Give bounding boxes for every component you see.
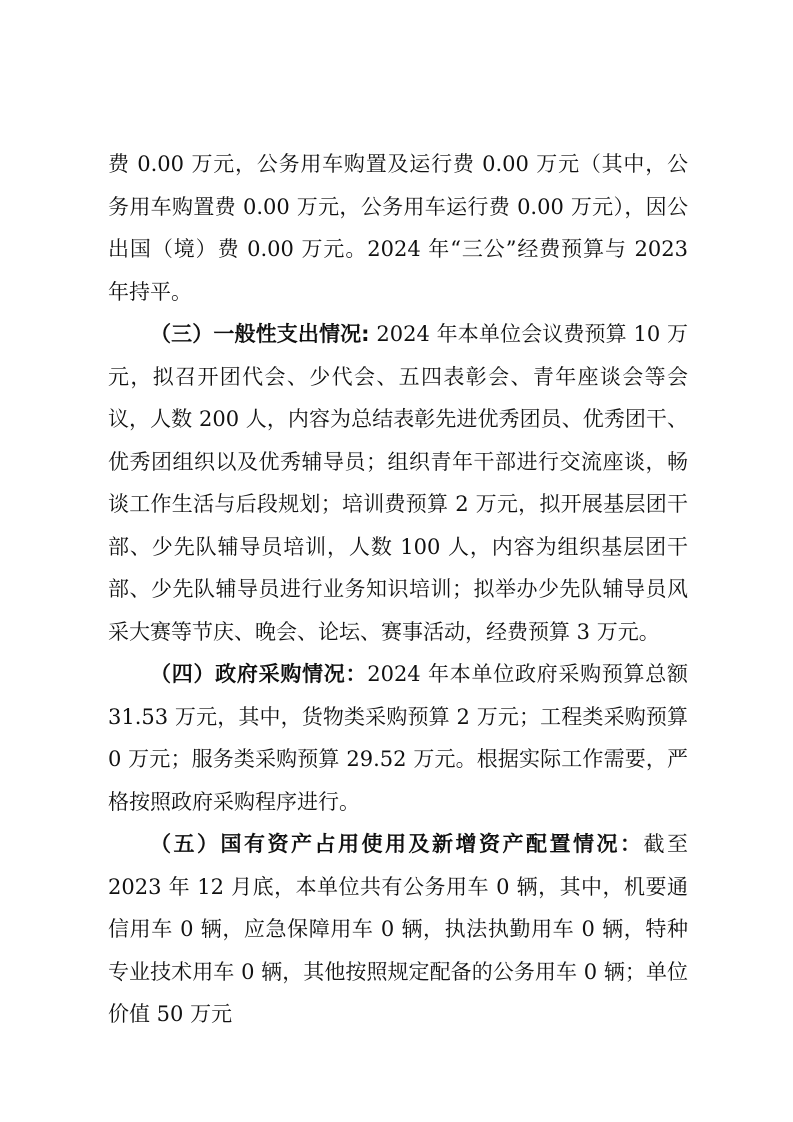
section-heading: （五）国有资产占用使用及新增资产配置情况： — [150, 832, 644, 856]
paragraph-general-expenditure — [108, 313, 688, 653]
paragraph-government-procurement — [108, 653, 688, 823]
document-body — [108, 143, 688, 1036]
paragraph-text: 费 0.00 万元，公务用车购置及运行费 0.00 万元（其中，公务用车购置费 0.00 万元，公务用车运行费 0.00 万元），因公出国（境）费 0.00 万元。2024 年“三公”经费预算与 2023 年持平。 — [108, 152, 688, 304]
section-heading: （三）一般性支出情况: — [150, 322, 370, 346]
paragraph-text: 截至 2023 年 12 月底，本单位共有公务用车 0 辆，其中，机要通信用车 0 辆，应急保障用车 0 辆，执法执勤用车 0 辆，特种专业技术用车 0 辆，其他按照规定配备的公务用车 0 辆；单位价值 50 万元 — [108, 832, 688, 1026]
paragraph-text: 2024 年本单位会议费预算 10 万元，拟召开团代会、少代会、五四表彰会、青年座谈会等会议，人数 200 人，内容为总结表彰先进优秀团员、优秀团干、优秀团组织以及优秀辅导员；组织青年干部进行交流座谈，畅谈工作生活与后段规划；培训费预算 2 万元，拟开展基层团干部、少先队辅导员培训，人数 100 人，内容为组织基层团干部、少先队辅导员进行业务知识培训；拟举办少先队辅导员风采大赛等节庆、晚会、论坛、赛事活动，经费预算 3 万元。 — [108, 322, 688, 644]
section-heading: （四）政府采购情况： — [150, 662, 368, 686]
paragraph-text: 2024 年本单位政府采购预算总额 31.53 万元，其中，货物类采购预算 2 万元；工程类采购预算 0 万元；服务类采购预算 29.52 万元。根据实际工作需要，严格按照政府采购程序进行。 — [108, 662, 688, 814]
paragraph-sangong-budget — [108, 143, 688, 313]
paragraph-state-assets — [108, 823, 688, 1036]
